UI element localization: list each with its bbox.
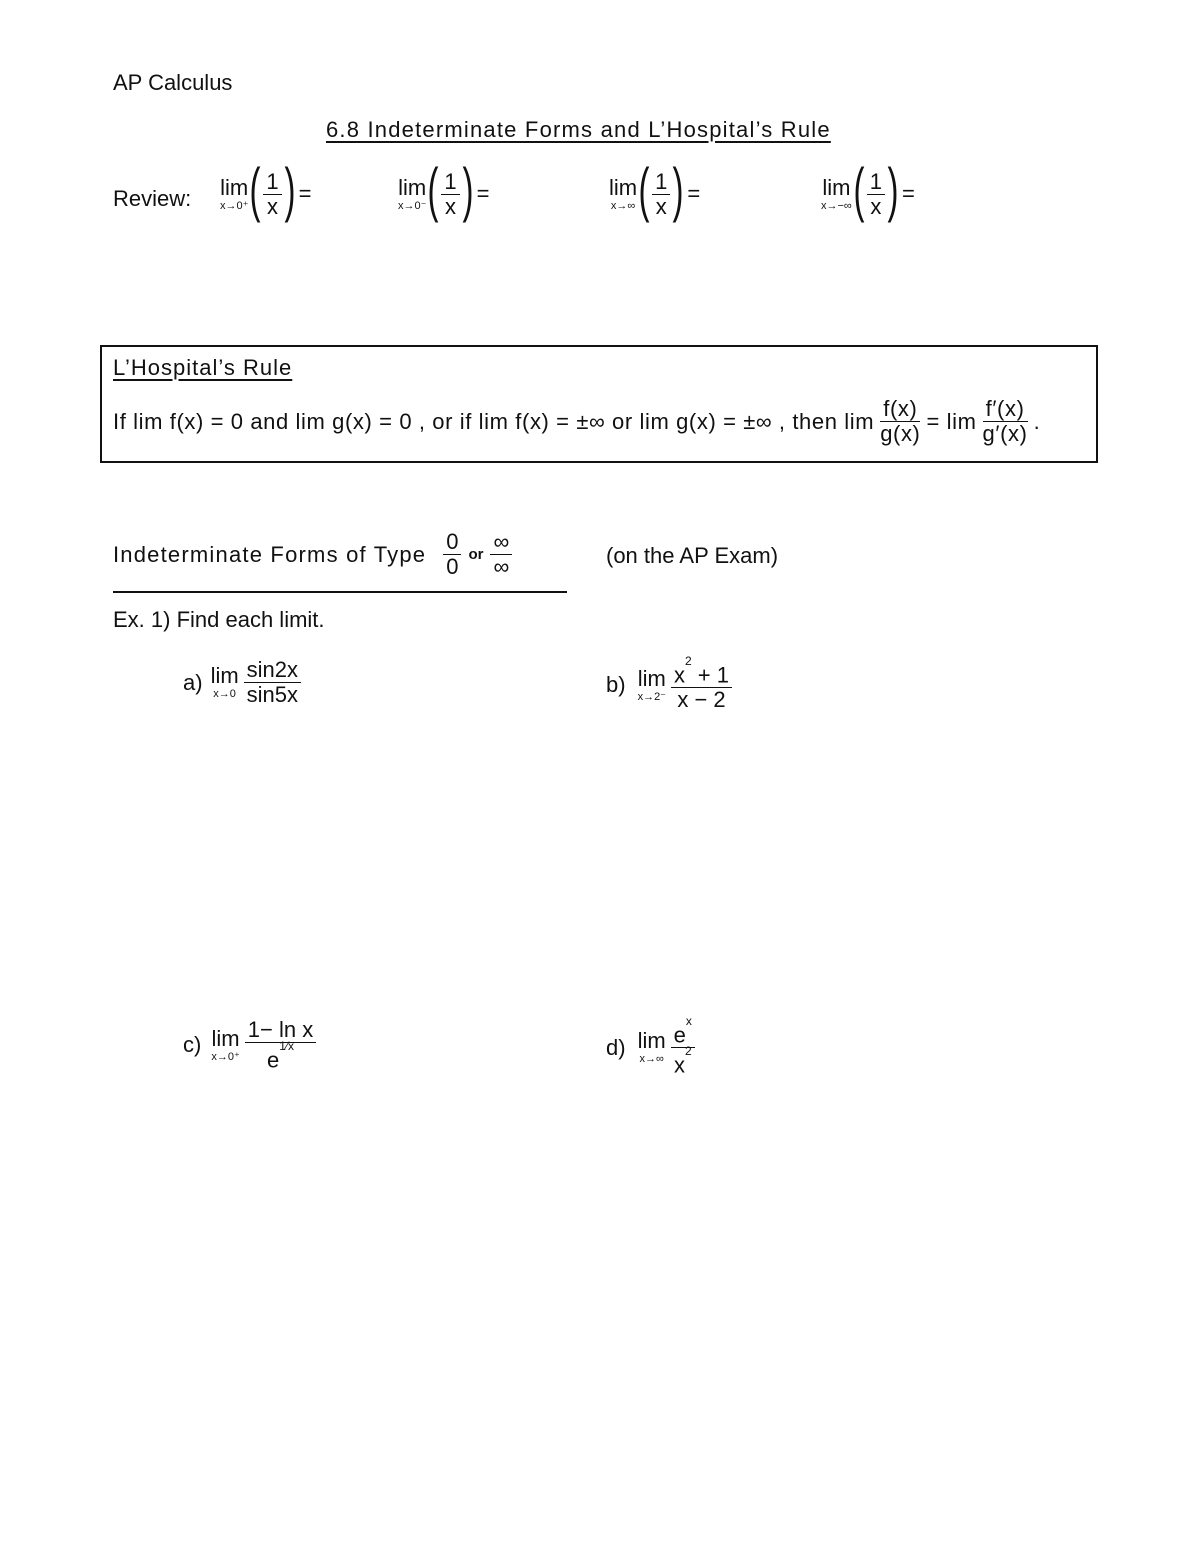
example-part-c xyxy=(183,1018,319,1072)
section-heading-text: Indeterminate Forms of Type xyxy=(113,541,427,567)
fraction: $\frac{\text{1− ln x}}{e^{1⁄x}}$ xyxy=(245,1018,316,1072)
rule-fraction-derivatives: $\frac{f'(x)}{g'(x)}$ xyxy=(982,396,1028,446)
fraction: $\frac{e^x}{x^2}$ xyxy=(671,1018,695,1078)
rule-text: If lim f(x) = 0 and lim g(x) = 0 , or if lim f(x) = ±∞ or lim g(x) = ±∞ , then lim xyxy=(113,408,875,434)
fraction: $\frac{1}{x}$ xyxy=(441,170,459,219)
limit-operator: lim x→0 xyxy=(210,663,239,700)
limit-operator: lim x→2⁻ xyxy=(637,665,666,703)
limit-operator: lim x→∞ xyxy=(637,1028,666,1066)
limit-operator: lim x→0⁺ xyxy=(220,174,249,212)
rule-period: . xyxy=(1033,408,1041,434)
part-letter: d) xyxy=(606,1034,626,1060)
fraction: $\frac{1}{x}$ xyxy=(867,170,885,219)
page-title: 6.8 Indeterminate Forms and L’Hospital’s Rule xyxy=(326,117,831,142)
part-letter: b) xyxy=(606,672,626,698)
or-label: or xyxy=(468,546,484,563)
review-label: Review: xyxy=(113,186,192,211)
limit-operator: lim x→0⁺ xyxy=(211,1025,240,1063)
review-limit-4: lim x→−∞ ( $\frac{1}{x}$ ) = xyxy=(821,156,915,223)
limit-operator: lim x→∞ xyxy=(609,174,638,212)
example-part-d xyxy=(606,1014,698,1078)
fraction: $\frac{x^2 + 1}{x - 2}$ xyxy=(671,658,732,712)
part-letter: c) xyxy=(183,1032,202,1058)
fraction-zero-over-zero: $\frac{0}{0}$ xyxy=(443,530,461,579)
course-name: AP Calculus xyxy=(113,70,233,95)
example-part-a xyxy=(183,658,304,707)
limit-operator: lim x→0⁻ xyxy=(398,174,427,212)
rule-statement xyxy=(113,397,1040,446)
section-heading xyxy=(113,530,515,579)
fraction: $\frac{\sin 2x}{\sin 5x}$ xyxy=(244,658,301,707)
fraction: $\frac{1}{x}$ xyxy=(263,170,281,219)
rule-mid: = lim xyxy=(926,408,977,434)
review-limit-2: lim x→0⁻ ( $\frac{1}{x}$ ) = xyxy=(398,156,490,223)
review-limit-3: lim x→∞ ( $\frac{1}{x}$ ) = xyxy=(609,156,701,223)
limit-operator: lim x→−∞ xyxy=(821,174,852,212)
part-letter: a) xyxy=(183,669,203,695)
review-limit-1: lim x→0⁺ ( $\frac{1}{x}$ ) = xyxy=(220,156,312,223)
fraction: $\frac{1}{x}$ xyxy=(652,170,670,219)
example-label: Ex. 1) Find each limit. xyxy=(113,607,325,632)
fraction-inf-over-inf: $\frac{\infty}{\infty}$ xyxy=(490,530,512,579)
rule-fraction-f-over-g: $\frac{f(x)}{g(x)}$ xyxy=(880,396,921,446)
section-note: (on the AP Exam) xyxy=(606,543,779,568)
section-underline xyxy=(113,591,567,593)
rule-heading: L’Hospital’s Rule xyxy=(113,355,293,380)
example-part-b xyxy=(606,654,735,713)
